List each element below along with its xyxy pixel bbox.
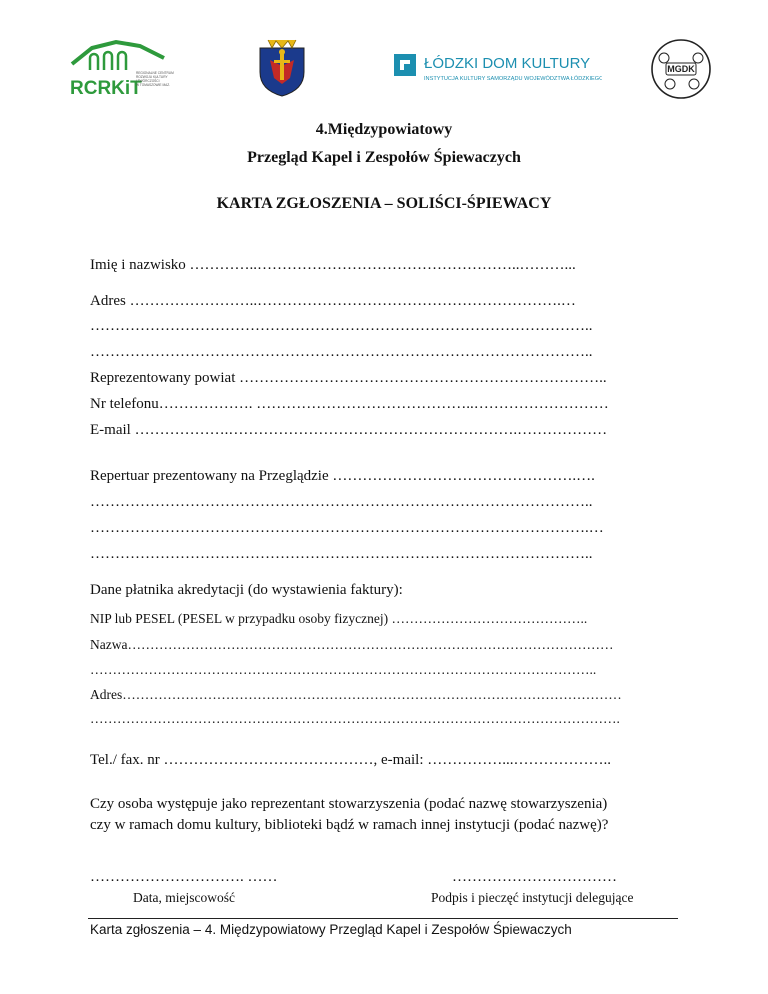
form-title: KARTA ZGŁOSZENIA – SOLIŚCI-ŚPIEWACY <box>216 195 552 212</box>
mgdk-logo <box>650 38 712 100</box>
payer-heading: Dane płatnika akredytacji (do wystawienia faktury): <box>90 582 403 598</box>
payer-address-field[interactable]: Adres………………………………………………………………………………………………… <box>90 687 622 702</box>
repertoire-field-line-3[interactable]: ……………………………………………………………………………………….… <box>90 520 604 536</box>
svg-text:I TWÓRCZOŚCI: I TWÓRCZOŚCI <box>136 79 160 83</box>
svg-text:W TOMASZOWIE MAZ.: W TOMASZOWIE MAZ. <box>136 83 171 87</box>
question-line-1: Czy osoba występuje jako reprezentant stowarzyszenia (podać nazwę stowarzyszenia) <box>90 796 608 812</box>
rcrkit-logo-text: RCRKiT <box>70 78 142 98</box>
lodzki-dom-kultury-logo <box>392 52 602 86</box>
payer-name-field[interactable]: Nazwa……………………………………………………………………………………………… <box>90 637 614 652</box>
svg-text:REGIONALNE CENTRUM: REGIONALNE CENTRUM <box>136 71 174 75</box>
repertoire-field-line-2[interactable]: ……………………………………………………………………………………….. <box>90 494 593 510</box>
payer-address-field-line-2[interactable]: ………………………………………………………………………………………………………. <box>90 711 620 726</box>
email-field[interactable]: E-mail ……………….………………………………………………….……………… <box>90 422 608 438</box>
date-place-signature-line[interactable]: …………………………. …… <box>90 869 278 885</box>
payer-name-field-line-2[interactable]: ………………………………………………………………………………………………….. <box>90 662 597 677</box>
date-place-label: Data, miejscowość <box>133 890 235 905</box>
ldk-name: ŁÓDZKI DOM KULTURY <box>424 55 591 72</box>
footer-divider <box>88 918 678 919</box>
phone-field[interactable]: Nr telefonu………………. ……………………………………..……………………… <box>90 396 609 412</box>
repertoire-field[interactable]: Repertuar prezentowany na Przeglądzie ………………………………………….…. <box>90 468 595 484</box>
county-field[interactable]: Reprezentowany powiat ……………………………………………………………….. <box>90 370 607 386</box>
question-line-2: czy w ramach domu kultury, biblioteki bądź w ramach innej instytucji (podać nazwę)? <box>90 817 609 833</box>
ldk-subtitle: INSTYTUCJA KULTURY SAMORZĄDU WOJEWÓDZTWA ŁÓDZKIEGO <box>424 76 602 82</box>
tel-fax-email-field[interactable]: Tel./ fax. nr ……………………………………, e-mail: ……………...……………….. <box>90 752 611 768</box>
svg-text:ROZWOJU KULTURY: ROZWOJU KULTURY <box>136 75 168 79</box>
institution-signature-label: Podpis i pieczęć instytucji delegujące <box>431 890 634 905</box>
event-name-title: Przegląd Kapel i Zespołów Śpiewaczych <box>247 149 521 166</box>
event-number-title: 4.Międzypowiatowy <box>315 121 453 138</box>
nip-pesel-field[interactable]: NIP lub PESEL (PESEL w przypadku osoby fizycznej) …………………………………….. <box>90 611 588 626</box>
mgdk-logo-text: MGDK <box>667 64 695 74</box>
page-footer: Karta zgłoszenia – 4. Międzypowiatowy Przegląd Kapel i Zespołów Śpiewaczych <box>90 922 572 937</box>
institution-signature-line[interactable]: …………………………… <box>452 869 617 885</box>
name-field[interactable]: Imię i nazwisko …………..……………………………………………..………... <box>90 257 576 273</box>
repertoire-field-line-4[interactable]: ……………………………………………………………………………………….. <box>90 546 593 562</box>
address-field[interactable]: Adres ……………………..…………………………………………………….… <box>90 293 576 309</box>
coat-of-arms-icon <box>256 38 308 98</box>
address-field-line-3[interactable]: ……………………………………………………………………………………….. <box>90 344 593 360</box>
rcrkit-logo <box>68 36 178 98</box>
address-field-line-2[interactable]: ……………………………………………………………………………………….. <box>90 318 593 334</box>
